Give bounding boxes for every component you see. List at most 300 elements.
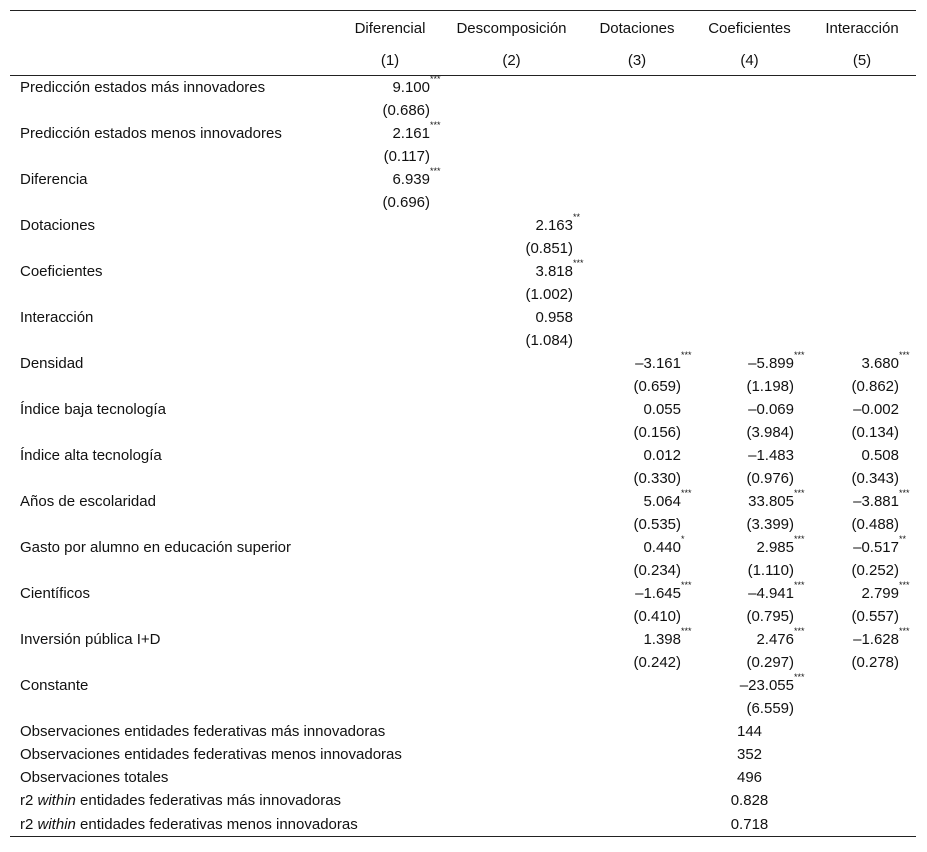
row-label: Diferencia — [20, 171, 88, 188]
se-cell — [583, 329, 691, 352]
se-row — [10, 467, 916, 490]
coef-cell — [340, 628, 440, 651]
coef-cell — [583, 490, 691, 513]
row-label-blank — [10, 513, 340, 536]
coef-value — [635, 580, 692, 602]
standard-error: (0.410) — [633, 608, 681, 625]
coef-cell — [340, 536, 440, 559]
coef-number: 3.680 — [861, 355, 899, 372]
se-cell — [691, 375, 808, 398]
coef-number: –3.161 — [635, 355, 681, 372]
se-cell — [808, 467, 916, 490]
se-cell — [583, 191, 691, 214]
se-cell — [340, 421, 440, 444]
coef-cell — [440, 536, 583, 559]
row-label: Gasto por alumno en educación superior — [20, 539, 291, 556]
coef-number: 9.100 — [392, 79, 430, 96]
se-cell — [808, 513, 916, 536]
coef-row — [10, 306, 916, 329]
standard-error: (0.686) — [382, 102, 430, 119]
se-cell — [440, 651, 583, 674]
se-cell — [583, 605, 691, 628]
coef-cell — [691, 122, 808, 145]
row-label-blank — [10, 421, 340, 444]
coef-cell — [808, 306, 916, 329]
se-cell — [583, 513, 691, 536]
se-cell — [583, 99, 691, 122]
stat-blank — [808, 720, 916, 743]
se-cell — [340, 283, 440, 306]
coef-number: –1.483 — [748, 447, 794, 464]
coef-cell — [340, 582, 440, 605]
coef-cell — [440, 352, 583, 375]
se-cell — [440, 559, 583, 582]
stat-label-text: r2 — [20, 792, 38, 809]
se-cell — [808, 329, 916, 352]
standard-error: (0.696) — [382, 194, 430, 211]
significance-stars: *** — [794, 626, 805, 636]
coef-cell — [340, 674, 440, 697]
stat-label-emphasis: within — [37, 815, 76, 833]
row-label-blank — [10, 467, 340, 490]
se-cell — [808, 651, 916, 674]
coef-row — [10, 628, 916, 651]
stat-label-suffix: entidades federativas menos innovadoras — [75, 815, 358, 833]
standard-error: (0.252) — [851, 562, 899, 579]
coef-value — [748, 488, 805, 510]
se-cell — [583, 697, 691, 720]
se-cell — [340, 329, 440, 352]
coef-cell — [808, 122, 916, 145]
stat-label-text: Observaciones entidades federativas menos innovadoras — [20, 746, 402, 763]
coef-cell — [440, 76, 583, 100]
significance-stars: *** — [681, 488, 692, 498]
significance-stars: * — [681, 534, 685, 544]
coef-number: 6.939 — [392, 171, 430, 188]
se-cell — [340, 237, 440, 260]
coef-cell — [808, 214, 916, 237]
table-header — [10, 11, 916, 76]
se-cell — [691, 697, 808, 720]
se-cell — [583, 145, 691, 168]
coef-value — [643, 534, 685, 556]
coef-number: –0.517 — [853, 539, 899, 556]
coef-number: 0.055 — [643, 401, 681, 418]
se-row — [10, 559, 916, 582]
coef-cell — [808, 536, 916, 559]
stat-label — [10, 720, 583, 743]
significance-stars: *** — [430, 74, 441, 84]
coef-value — [853, 401, 899, 418]
table-body — [10, 76, 916, 837]
coef-cell — [440, 306, 583, 329]
se-cell — [691, 99, 808, 122]
coef-number: 3.818 — [535, 263, 573, 280]
coef-value — [861, 350, 910, 372]
standard-error: (1.084) — [525, 332, 573, 349]
coef-value — [756, 626, 805, 648]
coef-cell — [440, 260, 583, 283]
standard-error: (1.198) — [746, 378, 794, 395]
coef-row — [10, 444, 916, 467]
standard-error: (0.976) — [746, 470, 794, 487]
coef-row — [10, 260, 916, 283]
coef-cell — [691, 352, 808, 375]
se-cell — [691, 329, 808, 352]
coef-cell — [691, 168, 808, 191]
coef-number: –5.899 — [748, 355, 794, 372]
se-cell — [808, 421, 916, 444]
coef-value — [535, 258, 584, 280]
row-label-blank — [10, 145, 340, 168]
coef-number: 1.398 — [643, 631, 681, 648]
row-label: Años de escolaridad — [20, 493, 156, 510]
stat-label — [10, 766, 583, 789]
se-cell — [808, 375, 916, 398]
row-label: Índice alta tecnología — [20, 447, 162, 464]
significance-stars: *** — [899, 350, 910, 360]
significance-stars: *** — [794, 488, 805, 498]
se-cell — [808, 191, 916, 214]
stat-blank — [583, 743, 691, 766]
se-cell — [691, 467, 808, 490]
standard-error: (1.002) — [525, 286, 573, 303]
standard-error: (0.330) — [633, 470, 681, 487]
stat-label-text: Observaciones entidades federativas más innovadoras — [20, 723, 386, 740]
stat-blank — [583, 720, 691, 743]
coef-cell — [691, 306, 808, 329]
stat-row — [10, 789, 916, 812]
se-cell — [691, 651, 808, 674]
standard-error: (0.156) — [633, 424, 681, 441]
coef-value — [392, 166, 441, 188]
coef-cell — [440, 398, 583, 421]
coef-value — [748, 580, 805, 602]
coef-cell — [440, 490, 583, 513]
col-number: (1) — [340, 45, 440, 76]
standard-error: (0.862) — [851, 378, 899, 395]
row-label: Coeficientes — [20, 263, 103, 280]
se-cell — [808, 697, 916, 720]
row-label: Predicción estados menos innovadores — [20, 125, 282, 142]
se-row — [10, 421, 916, 444]
coef-value — [643, 488, 692, 510]
header-blank — [10, 45, 340, 76]
row-label-blank — [10, 237, 340, 260]
stat-value: 496 — [736, 769, 763, 786]
se-cell — [691, 513, 808, 536]
standard-error: (0.278) — [851, 654, 899, 671]
coef-cell — [583, 674, 691, 697]
coef-number: 33.805 — [748, 493, 794, 510]
stat-blank — [808, 766, 916, 789]
coef-cell — [440, 444, 583, 467]
coef-value — [635, 350, 692, 372]
coef-cell — [808, 352, 916, 375]
coef-row — [10, 168, 916, 191]
stat-label — [10, 743, 583, 766]
coef-value — [748, 447, 794, 464]
regression-table — [10, 10, 916, 837]
coef-value — [643, 401, 681, 418]
se-cell — [340, 99, 440, 122]
coef-value — [861, 580, 910, 602]
stat-blank — [808, 743, 916, 766]
row-label-blank — [10, 697, 340, 720]
stat-label-suffix: entidades federativas más innovadoras — [75, 792, 342, 809]
significance-stars: *** — [681, 350, 692, 360]
coef-cell — [340, 76, 440, 100]
coef-number: 0.508 — [861, 447, 899, 464]
coef-cell — [583, 260, 691, 283]
coef-row — [10, 674, 916, 697]
se-row — [10, 99, 916, 122]
se-cell — [340, 697, 440, 720]
standard-error: (0.488) — [851, 516, 899, 533]
coef-cell — [808, 674, 916, 697]
row-label: Dotaciones — [20, 217, 96, 234]
se-cell — [808, 145, 916, 168]
coef-cell — [691, 214, 808, 237]
se-cell — [340, 375, 440, 398]
header-blank — [10, 11, 340, 46]
standard-error: (0.795) — [746, 608, 794, 625]
coef-number: –3.881 — [853, 493, 899, 510]
coef-cell — [691, 76, 808, 100]
se-cell — [583, 237, 691, 260]
stat-row — [10, 812, 916, 837]
standard-error: (0.117) — [383, 148, 430, 165]
regression-table-container — [10, 10, 916, 837]
standard-error: (0.851) — [525, 240, 573, 257]
coef-cell — [340, 260, 440, 283]
coef-value — [853, 534, 907, 556]
col-number: (3) — [583, 45, 691, 76]
coef-cell — [583, 306, 691, 329]
stat-blank — [583, 789, 691, 812]
se-cell — [583, 651, 691, 674]
stat-label — [10, 789, 583, 812]
se-cell — [583, 375, 691, 398]
coef-cell — [340, 306, 440, 329]
coef-cell — [583, 628, 691, 651]
stat-value: 352 — [736, 746, 763, 763]
se-cell — [440, 605, 583, 628]
coef-cell — [808, 582, 916, 605]
standard-error: (0.343) — [851, 470, 899, 487]
coef-cell — [583, 444, 691, 467]
stat-blank — [808, 812, 916, 837]
coef-value — [392, 120, 441, 142]
coef-value — [535, 309, 573, 326]
col-header-descomposicion: Descomposición — [440, 11, 583, 46]
coef-cell — [808, 76, 916, 100]
se-cell — [691, 191, 808, 214]
se-cell — [440, 237, 583, 260]
standard-error: (0.297) — [746, 654, 794, 671]
coef-cell — [583, 352, 691, 375]
se-cell — [808, 283, 916, 306]
col-header-coeficientes: Coeficientes — [691, 11, 808, 46]
se-row — [10, 605, 916, 628]
row-label: Científicos — [20, 585, 91, 602]
row-label: Inversión pública I+D — [20, 631, 161, 648]
se-cell — [440, 467, 583, 490]
significance-stars: *** — [899, 580, 910, 590]
coef-cell — [440, 674, 583, 697]
coef-number: –1.645 — [635, 585, 681, 602]
significance-stars: *** — [681, 626, 692, 636]
se-cell — [340, 605, 440, 628]
coef-cell — [340, 168, 440, 191]
coef-number: 0.958 — [535, 309, 573, 326]
se-row — [10, 145, 916, 168]
coef-number: –0.069 — [748, 401, 794, 418]
coef-cell — [808, 444, 916, 467]
se-cell — [583, 421, 691, 444]
se-cell — [808, 605, 916, 628]
row-label: Constante — [20, 677, 89, 694]
coef-cell — [691, 628, 808, 651]
significance-stars: ** — [573, 212, 581, 222]
coef-cell — [583, 76, 691, 100]
significance-stars: *** — [794, 580, 805, 590]
row-label-blank — [10, 375, 340, 398]
se-cell — [691, 605, 808, 628]
coef-row — [10, 122, 916, 145]
stat-value: 144 — [736, 723, 763, 740]
coef-value — [392, 74, 441, 96]
stat-blank — [583, 766, 691, 789]
standard-error: (0.557) — [851, 608, 899, 625]
stat-label-emphasis: within — [37, 792, 76, 809]
row-label: Índice baja tecnología — [20, 401, 166, 418]
coef-cell — [808, 398, 916, 421]
col-number: (2) — [440, 45, 583, 76]
se-cell — [691, 421, 808, 444]
se-cell — [440, 375, 583, 398]
stat-label — [10, 812, 583, 837]
se-cell — [583, 559, 691, 582]
coef-row — [10, 582, 916, 605]
row-label-blank — [10, 329, 340, 352]
coef-cell — [440, 122, 583, 145]
coef-cell — [583, 398, 691, 421]
coef-cell — [691, 444, 808, 467]
se-row — [10, 191, 916, 214]
se-cell — [340, 467, 440, 490]
se-cell — [808, 237, 916, 260]
col-header-interaccion: Interacción — [808, 11, 916, 46]
coef-number: 2.163 — [535, 217, 573, 234]
coef-cell — [440, 628, 583, 651]
se-cell — [440, 283, 583, 306]
coef-row — [10, 352, 916, 375]
coef-cell — [583, 214, 691, 237]
se-cell — [440, 145, 583, 168]
row-label-blank — [10, 283, 340, 306]
coef-value — [535, 212, 581, 234]
se-cell — [808, 559, 916, 582]
row-label: Densidad — [20, 355, 84, 372]
coef-number: –0.002 — [853, 401, 899, 418]
stat-value: 0.718 — [691, 812, 808, 837]
significance-stars: *** — [899, 488, 910, 498]
standard-error: (6.559) — [746, 700, 794, 717]
row-label: Predicción estados más innovadores — [20, 79, 266, 96]
se-cell — [440, 513, 583, 536]
coef-row — [10, 536, 916, 559]
coef-number: 2.799 — [861, 585, 899, 602]
coef-number: 2.985 — [756, 539, 794, 556]
coef-cell — [583, 582, 691, 605]
coef-cell — [808, 260, 916, 283]
coef-cell — [691, 398, 808, 421]
se-cell — [440, 329, 583, 352]
se-cell — [583, 283, 691, 306]
coef-cell — [691, 260, 808, 283]
coef-cell — [440, 168, 583, 191]
coef-number: –4.941 — [748, 585, 794, 602]
se-cell — [691, 559, 808, 582]
se-cell — [340, 559, 440, 582]
significance-stars: *** — [573, 258, 584, 268]
se-cell — [340, 145, 440, 168]
row-label-blank — [10, 559, 340, 582]
se-cell — [340, 651, 440, 674]
stat-value: 0.828 — [730, 792, 769, 809]
coef-number: –1.628 — [853, 631, 899, 648]
row-label-blank — [10, 651, 340, 674]
se-row — [10, 283, 916, 306]
se-cell — [340, 513, 440, 536]
row-label: Interacción — [20, 309, 94, 326]
coef-row — [10, 490, 916, 513]
coef-value — [643, 626, 692, 648]
stat-row — [10, 720, 916, 743]
standard-error: (0.134) — [851, 424, 899, 441]
standard-error: (3.984) — [746, 424, 794, 441]
significance-stars: ** — [899, 534, 907, 544]
coef-number: 0.440 — [643, 539, 681, 556]
coef-number: 2.161 — [392, 125, 430, 142]
stat-row — [10, 766, 916, 789]
significance-stars: *** — [430, 120, 441, 130]
coef-cell — [691, 674, 808, 697]
coef-cell — [691, 536, 808, 559]
coef-row — [10, 398, 916, 421]
coef-cell — [340, 490, 440, 513]
standard-error: (0.242) — [633, 654, 681, 671]
se-row — [10, 375, 916, 398]
coef-cell — [340, 352, 440, 375]
standard-error: (0.535) — [633, 516, 681, 533]
coef-value — [643, 447, 681, 464]
coef-cell — [340, 444, 440, 467]
coef-number: 5.064 — [643, 493, 681, 510]
coef-number: –23.055 — [739, 677, 794, 694]
row-label-blank — [10, 605, 340, 628]
stat-blank — [583, 812, 691, 837]
coef-number: 0.012 — [643, 447, 681, 464]
se-cell — [691, 237, 808, 260]
row-label-blank — [10, 99, 340, 122]
col-header-dotaciones: Dotaciones — [583, 11, 691, 46]
se-row — [10, 697, 916, 720]
col-header-diferencial: Diferencial — [340, 11, 440, 46]
se-row — [10, 237, 916, 260]
coef-value — [748, 401, 794, 418]
